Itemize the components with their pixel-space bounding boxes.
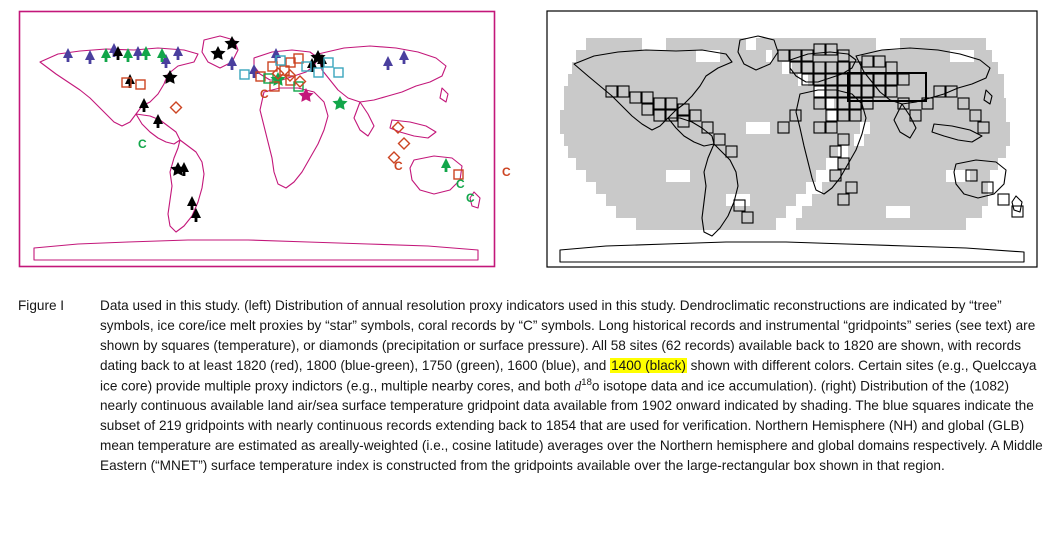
isotope-delta-symbol: d [574,378,582,394]
caption-part-1: Data used in this study. (left) Distribution of annual resolution proxy indicators used in this study. Dendroclimatic reconstructions are indicated by “tree” symbols, ice core/ice melt proxies by “star” symbols, coral records by “C” symbols. Long historical records and instrumental “gridpoints” series (see text) are shown by squares (temperature), or diamonds (precipitation or surface pressure). All 58 sites (62 records) available back to 1820 are shown, with records dating back to at least 1820 (red), 1800 (blue-green), 1750 (green), 1600 (blue), and [100,298,1036,373]
caption-part-3: isotope data and ice accumulation). (right) Distribution of the (1082) nearly continuous available land air/sea surface temperature gridpoint data available from 1902 onward indicated by shading. The blue squares indicate the subset of 219 gridpoints with nearly continuous records extending back to 1854 that are used for verification. Northern Hemisphere (NH) and global (GLB) mean temperature are estimated as areally-weighted (i.e., cosine latitude) averages over the Northern hemisphere and global domains respectively. A Middle Eastern (“MNET”) surface temperature index is constructed from the gridpoints available over the large-rectangular box shown in that region. [100,378,1043,474]
left-panel [18,10,511,268]
right-panel [546,10,1038,268]
isotope-suffix: o [591,378,600,394]
svg-text:C: C [260,87,269,101]
svg-text:C: C [466,191,475,205]
svg-text:C: C [394,159,403,173]
caption-part-2: shown with different colors. Certain sites (e.g., Quelccaya ice core) provide multiple proxy indictors (e.g., multiple nearby cores, and both [100,357,1037,394]
caption-highlight: 1400 (black) [611,357,686,373]
figure-caption-body [100,296,1046,476]
svg-text:C: C [456,177,465,191]
isotope-superscript: 18 [581,376,592,388]
svg-text:C: C [138,137,147,151]
figure-caption-label: Figure I [18,298,65,313]
figure-caption [18,296,1046,476]
svg-text:C: C [502,165,511,179]
